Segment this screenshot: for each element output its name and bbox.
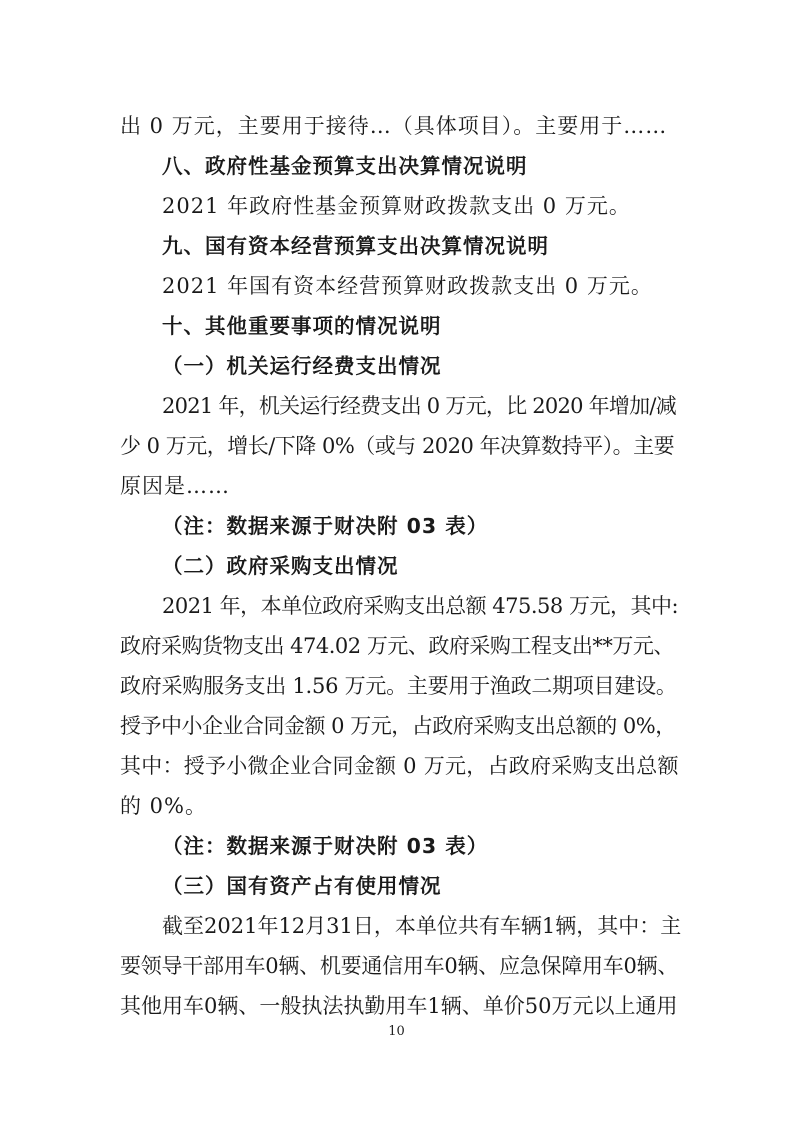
paragraph-line-procurement-2: 政府采购货物支出 474.02 万元、政府采购工程支出**万元、 [120,634,674,658]
paragraph-line-operating-expense-3: 原因是…… [120,474,230,498]
subsection-heading-state-assets: （三）国有资产占有使用情况 [162,874,442,898]
paragraph-line-state-assets-3: 其他用车0辆、一般执法执勤用车1辆、单价50万元以上通用 [120,994,678,1018]
paragraph-line-procurement-3: 政府采购服务支出 1.56 万元。主要用于渔政二期项目建设。 [120,674,677,698]
note-data-source-1: （注：数据来源于财决附 03 表） [162,514,489,538]
paragraph-line-procurement-1: 2021 年，本单位政府采购支出总额 475.58 万元，其中: [162,594,679,618]
paragraph-line-state-assets-2: 要领导干部用车0辆、机要通信用车0辆、应急保障用车0辆、 [120,954,679,978]
paragraph-gov-fund-expense: 2021 年政府性基金预算财政拨款支出 0 万元。 [162,194,631,218]
section-heading-gov-fund-budget: 八、政府性基金预算支出决算情况说明 [162,154,528,178]
paragraph-state-capital-expense: 2021 年国有资本经营预算财政拨款支出 0 万元。 [162,274,653,298]
note-data-source-2: （注：数据来源于财决附 03 表） [162,834,489,858]
section-heading-state-capital-budget: 九、国有资本经营预算支出决算情况说明 [162,234,549,258]
paragraph-line-reception-expense: 出 0 万元，主要用于接待…（具体项目）。主要用于…… [120,114,668,138]
paragraph-line-procurement-6: 的 0%。 [120,794,207,818]
page-number: 10 [388,1024,405,1039]
section-heading-other-matters: 十、其他重要事项的情况说明 [162,314,442,338]
paragraph-line-procurement-5: 其中：授予小微企业合同金额 0 万元，占政府采购支出总额 [120,754,679,778]
paragraph-line-operating-expense-2: 少 0 万元，增长/下降 0%（或与 2020 年决算数持平）。主要 [120,434,675,458]
subsection-heading-operating-expense: （一）机关运行经费支出情况 [162,354,442,378]
paragraph-line-state-assets-1: 截至2021年12月31日，本单位共有车辆1辆，其中：主 [162,914,682,938]
paragraph-line-procurement-4: 授予中小企业合同金额 0 万元，占政府采购支出总额的 0%， [120,714,676,738]
subsection-heading-procurement: （二）政府采购支出情况 [162,554,399,578]
paragraph-line-operating-expense-1: 2021 年，机关运行经费支出 0 万元，比 2020 年增加/减 [162,394,676,418]
